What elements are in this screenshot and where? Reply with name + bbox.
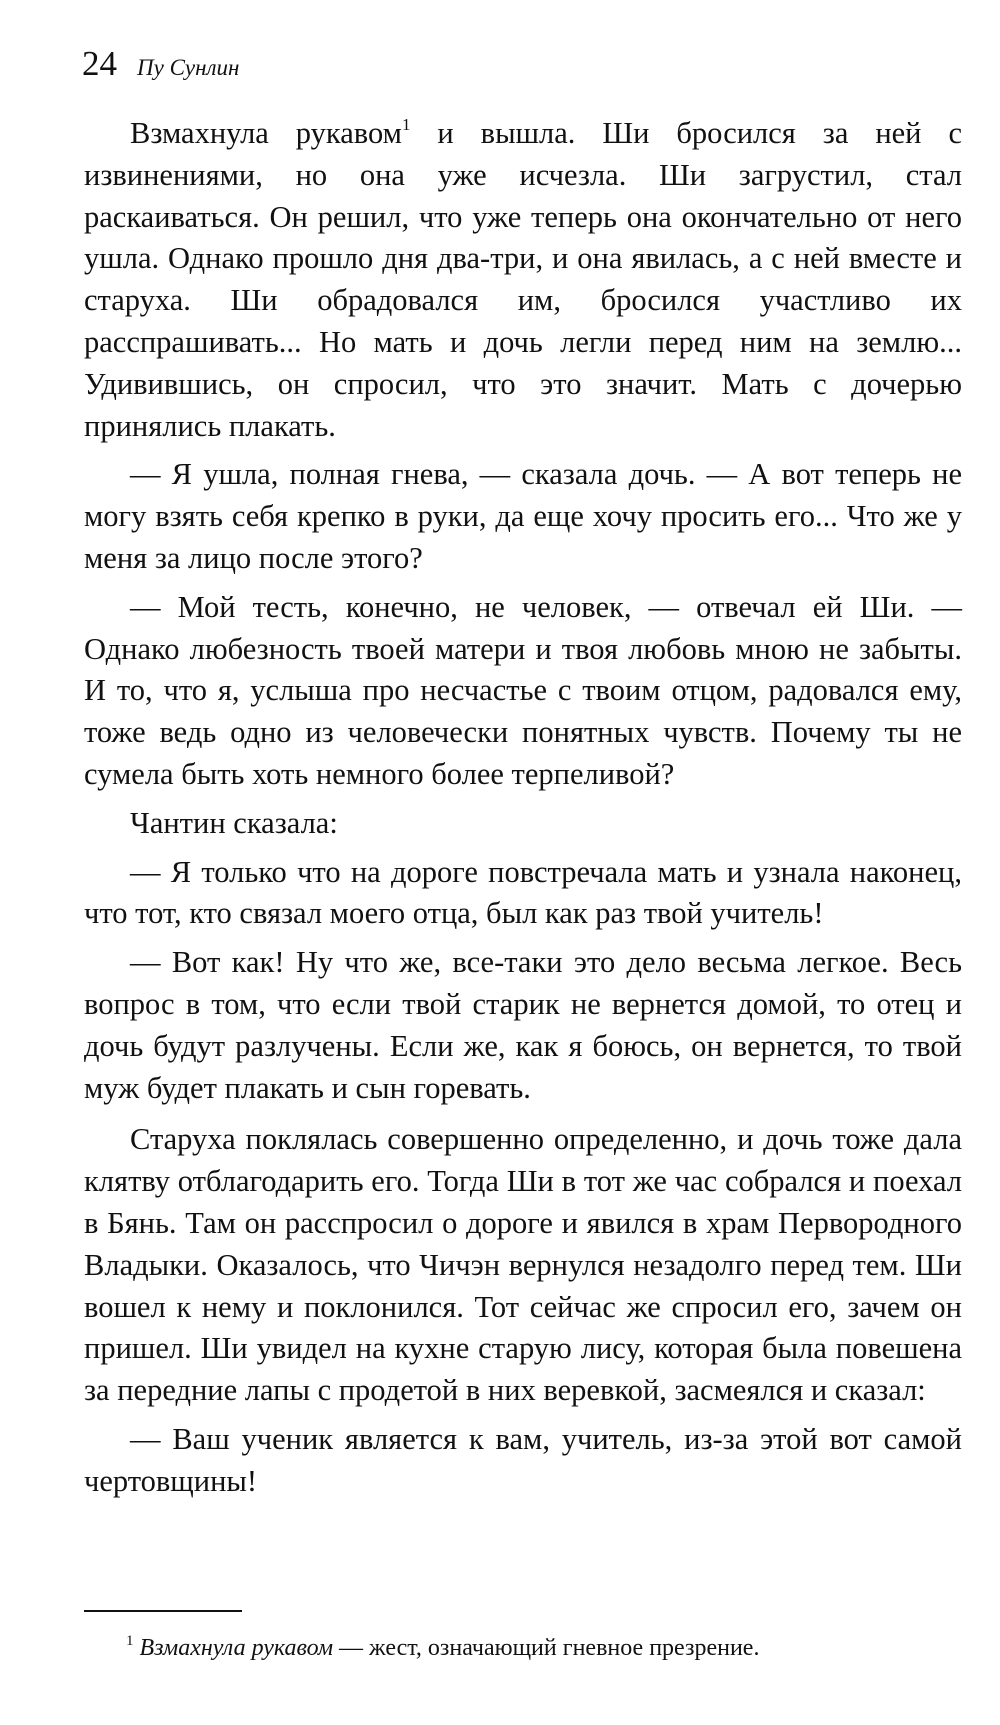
- footnote-reference: 1: [401, 115, 411, 134]
- running-head: Пу Сунлин: [137, 55, 240, 80]
- footnote: [84, 1632, 962, 1664]
- paragraph-text: и вышла. Ши бросился за ней с извинениями, но она уже исчезла. Ши загрустил, стал раскаиваться. Он решил, что уже теперь она окончательно от него ушла. Однако прошло дня два-три, и она явилась, а с ней вместе и старуха. Ши обрадовался им, бросился участливо их расспрашивать... Но мать и дочь легли перед ним на землю... Удивившись, он спросил, что это значит. Мать с дочерью принялись плакать.: [84, 116, 962, 443]
- paragraph: Чантин сказала:: [130, 805, 338, 840]
- paragraph: — Вот как! Ну что же, все-таки это дело весьма легкое. Весь вопрос в том, что если твой старик не вернется домой, то отец и дочь будут разлучены. Если же, как я боюсь, он вернется, то твой муж будет плакать и сын горевать.: [84, 945, 962, 1105]
- paragraph: — Я только что на дороге повстречала мать и узнала наконец, что тот, кто связал моего отца, был как раз твой учитель!: [84, 854, 962, 931]
- footnote-term: Взмахнула рукавом: [139, 1635, 334, 1661]
- footnote-marker: 1: [126, 1633, 134, 1649]
- paragraph: Старуха поклялась совершенно определенно, и дочь тоже дала клятву отблагодарить его. Тогда Ши в тот же час собрался и поехал в Бянь. Там он расспросил о дороге и явился в храм Первородного Владыки. Оказалось, что Чичэн вернулся незадолго перед тем. Ши вошел к нему и поклонился. Тот сейчас же спросил его, зачем он пришел. Ши увидел на кухне старую лису, которая была повешена за передние лапы с продетой в них веревкой, засмеялся и сказал:: [84, 1122, 962, 1408]
- paragraph: — Мой тесть, конечно, не человек, — отвечал ей Ши. — Однако любезность твоей матери и твоя любовь мною не забыты. И то, что я, услыша про несчастье с твоим отцом, радовался ему, тоже ведь одно из человечески понятных чувств. Почему ты не сумела быть хоть немного более терпеливой?: [84, 589, 962, 791]
- page-number: 24: [82, 44, 117, 83]
- paragraph: — Ваш ученик является к вам, учитель, из-за этой вот самой чертовщины!: [84, 1421, 962, 1498]
- body-text: [84, 113, 962, 1503]
- page-header: [82, 44, 239, 90]
- paragraph: — Я ушла, полная гнева, — сказала дочь. — А вот теперь не могу взять себя крепко в руки, да еще хочу просить его... Что же у меня за лицо после этого?: [84, 457, 962, 575]
- paragraph: [84, 113, 962, 447]
- paragraph-text: Взмахнула рукавом: [130, 116, 402, 150]
- footnote-rule: [84, 1610, 242, 1612]
- footnote-definition: — жест, означающий гневное презрение.: [333, 1635, 760, 1661]
